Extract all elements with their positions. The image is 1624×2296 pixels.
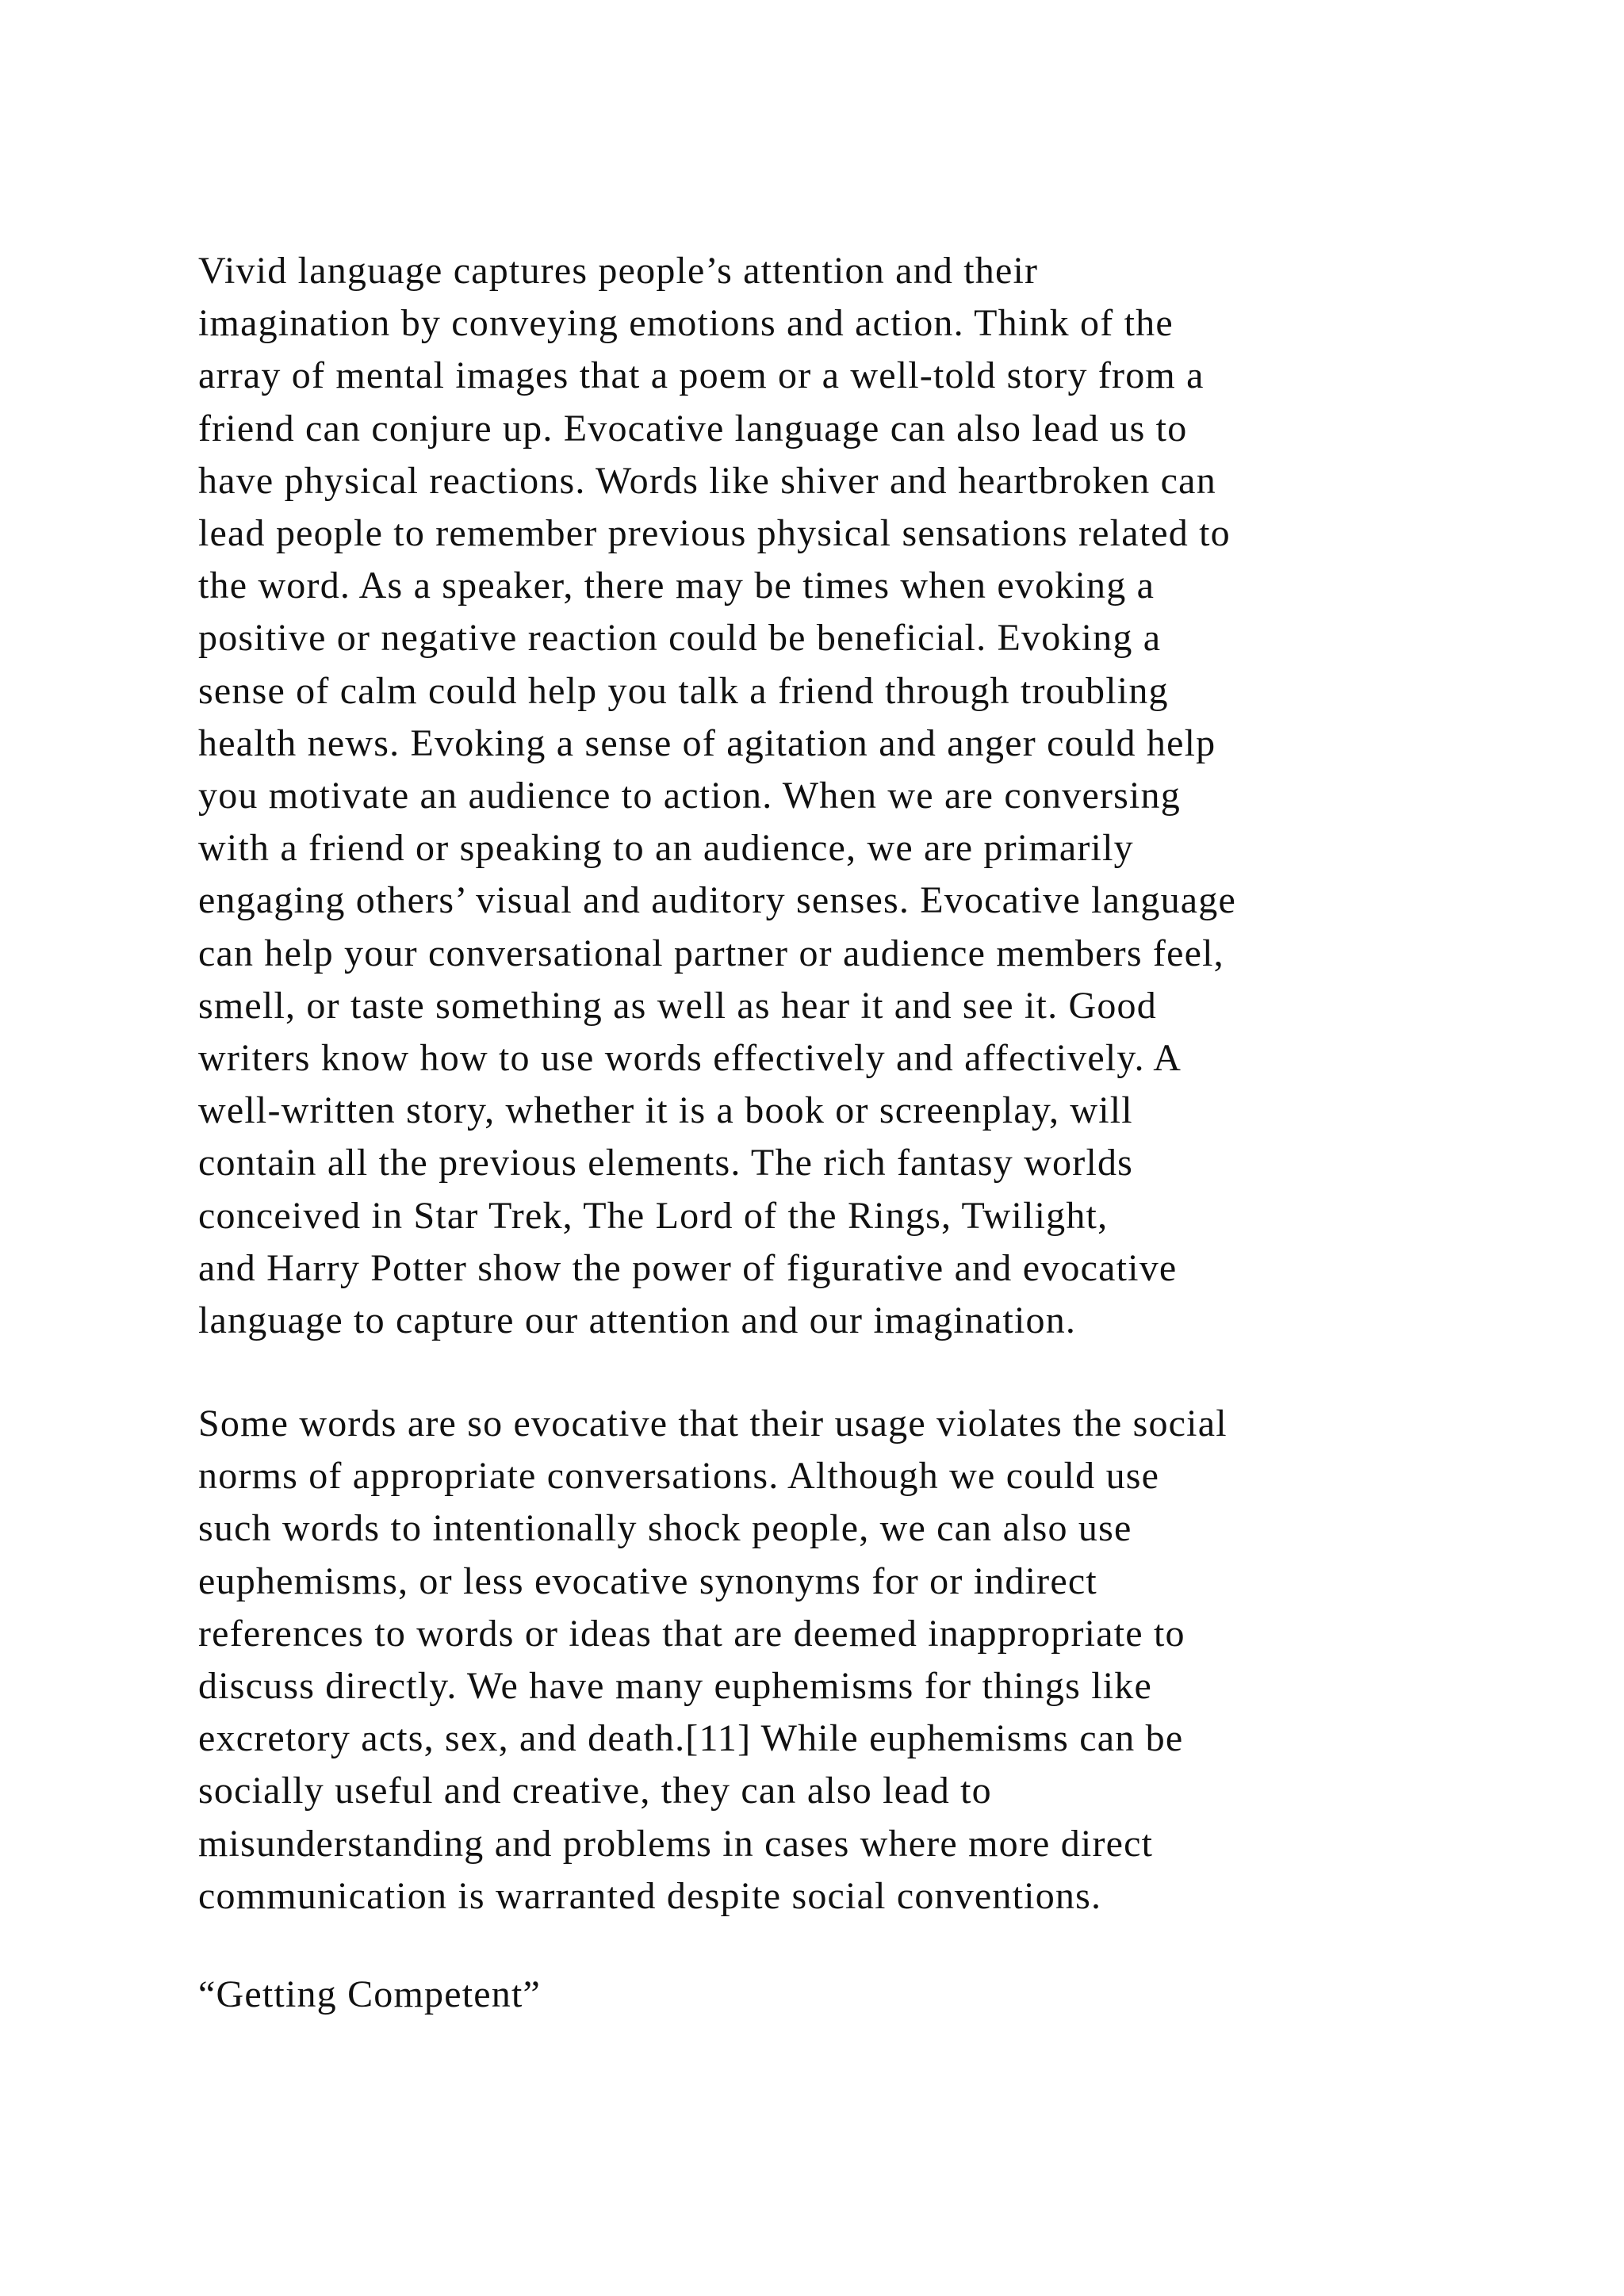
text-line: socially useful and creative, they can also lead to [198, 1770, 992, 1812]
text-line: positive or negative reaction could be beneficial. Evoking a [198, 617, 1162, 660]
text-line: excretory acts, sex, and death.[11] While euphemisms can be [198, 1717, 1184, 1760]
text-line: the word. As a speaker, there may be times when evoking a [198, 564, 1155, 607]
text-line: euphemisms, or less evocative synonyms for or indirect [198, 1559, 1097, 1602]
text-line: such words to intentionally shock people, we can also use [198, 1507, 1132, 1550]
text-line: writers know how to use words effectively and affectively. A [198, 1037, 1182, 1080]
paragraph-euphemisms [198, 1398, 1515, 1923]
text-line: smell, or taste something as well as hear it and see it. Good [198, 984, 1157, 1027]
text-line: imagination by conveying emotions and action. Think of the [198, 302, 1174, 345]
text-line: can help your conversational partner or audience members feel, [198, 932, 1224, 974]
text-line: contain all the previous elements. The rich fantasy worlds [198, 1142, 1134, 1184]
text-line: lead people to remember previous physical sensations related to [198, 512, 1231, 555]
text-line: language to capture our attention and our imagination. [198, 1299, 1077, 1342]
paragraph-vivid-language [198, 245, 1515, 1347]
text-line: engaging others’ visual and auditory senses. Evocative language [198, 879, 1236, 922]
text-line: well-written story, whether it is a book or screenplay, will [198, 1089, 1133, 1132]
text-line: misunderstanding and problems in cases where more direct [198, 1822, 1154, 1865]
text-line: Some words are so evocative that their usage violates the social [198, 1402, 1228, 1445]
text-line: communication is warranted despite social conventions. [198, 1874, 1102, 1917]
text-line: references to words or ideas that are deemed inappropriate to [198, 1612, 1185, 1655]
text-line: and Harry Potter show the power of figurative and evocative [198, 1246, 1178, 1289]
heading-text: “Getting Competent” [198, 1973, 542, 2015]
text-line: discuss directly. We have many euphemisms for things like [198, 1665, 1152, 1708]
text-line: health news. Evoking a sense of agitation and anger could help [198, 721, 1216, 764]
text-line: you motivate an audience to action. When we are conversing [198, 775, 1181, 817]
text-line: Vivid language captures people’s attention and their [198, 250, 1039, 292]
text-line: friend can conjure up. Evocative language can also lead us to [198, 407, 1188, 450]
text-line: conceived in Star Trek, The Lord of the Rings, Twilight, [198, 1194, 1109, 1237]
section-heading [198, 1969, 1515, 2021]
text-line: array of mental images that a poem or a well-told story from a [198, 354, 1205, 397]
text-line: sense of calm could help you talk a friend through troubling [198, 669, 1169, 712]
text-line: norms of appropriate conversations. Although we could use [198, 1455, 1160, 1498]
text-line: with a friend or speaking to an audience, we are primarily [198, 827, 1134, 870]
text-line: have physical reactions. Words like shiver and heartbroken can [198, 459, 1216, 502]
